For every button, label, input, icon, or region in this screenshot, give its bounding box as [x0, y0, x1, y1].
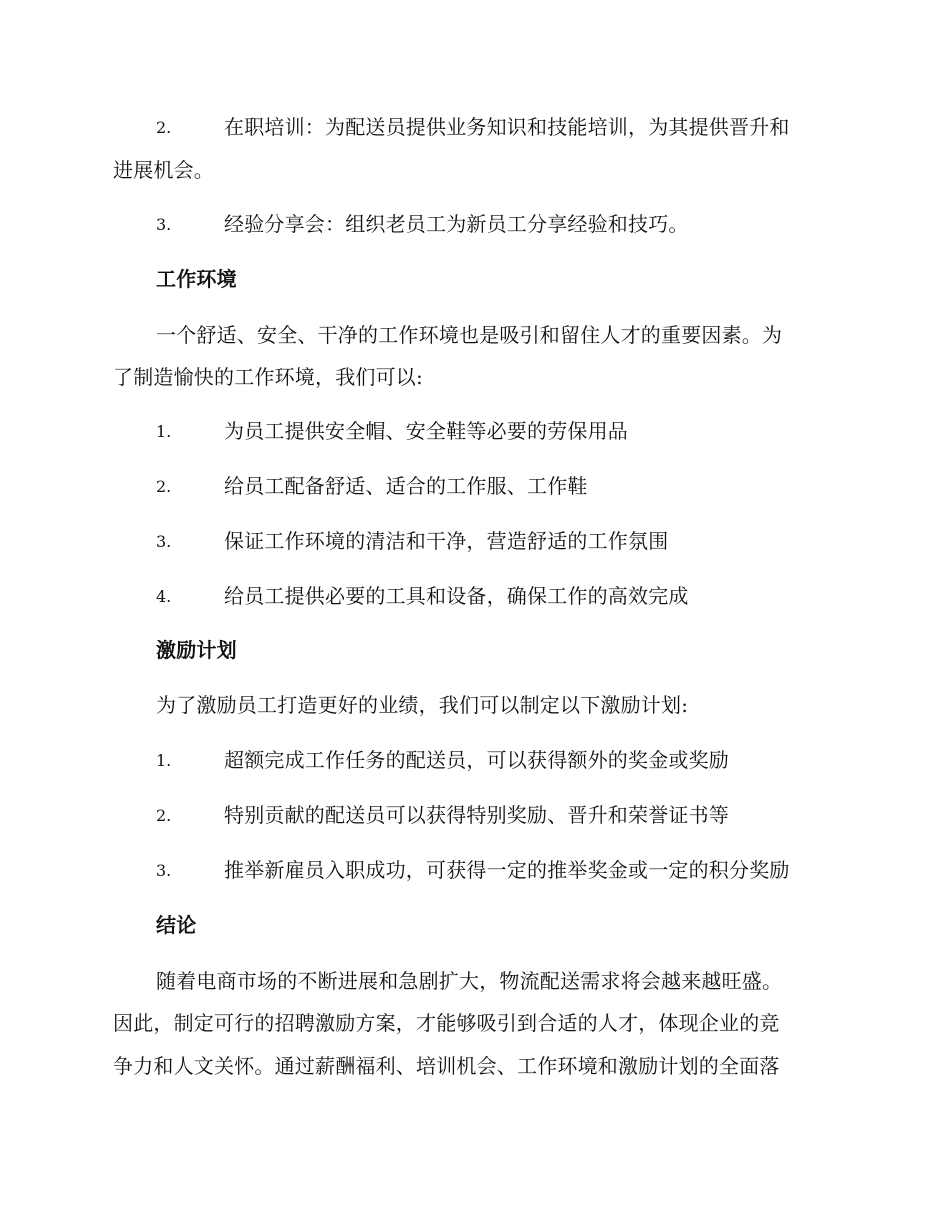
list-number: 3. [156, 215, 172, 234]
list-item-text: 给员工提供必要的工具和设备，确保工作的高效完成 [224, 584, 689, 608]
list-number: 4. [156, 587, 172, 606]
list-number: 1. [156, 422, 172, 441]
list-number: 1. [156, 751, 172, 770]
section-heading-incentive-plan: 激励计划 [156, 638, 237, 662]
list-item-text: 推举新雇员入职成功，可获得一定的推举奖金或一定的积分奖励 [224, 858, 790, 882]
paragraph-line: 为了激励员工打造更好的业绩，我们可以制定以下激励计划: [156, 693, 689, 717]
list-item-text: 保证工作环境的清洁和干净，营造舒适的工作氛围 [224, 529, 669, 553]
list-number: 2. [156, 806, 172, 825]
list-number: 2. [156, 477, 172, 496]
paragraph-line: 了制造愉快的工作环境，我们可以: [113, 365, 423, 389]
list-item-text: 经验分享会：组织老员工为新员工分享经验和技巧。 [224, 212, 689, 236]
list-item-text: 为员工提供安全帽、安全鞋等必要的劳保用品 [224, 419, 628, 443]
section-heading-work-environment: 工作环境 [156, 267, 237, 291]
list-item-text: 在职培训：为配送员提供业务知识和技能培训，为其提供晋升和 [224, 115, 790, 139]
section-heading-conclusion: 结论 [156, 913, 197, 937]
list-item-text: 给员工配备舒适、适合的工作服、工作鞋 [224, 474, 588, 498]
list-item-text-continuation: 进展机会。 [113, 158, 214, 182]
list-number: 3. [156, 861, 172, 880]
paragraph-line: 争力和人文关怀。通过薪酬福利、培训机会、工作环境和激励计划的全面落 [113, 1054, 780, 1078]
list-number: 2. [156, 118, 172, 137]
list-number: 3. [156, 532, 172, 551]
list-item-text: 超额完成工作任务的配送员，可以获得额外的奖金或奖励 [224, 748, 729, 772]
list-item-text: 特别贡献的配送员可以获得特别奖励、晋升和荣誉证书等 [224, 803, 729, 827]
paragraph-line: 一个舒适、安全、干净的工作环境也是吸引和留住人才的重要因素。为 [156, 323, 783, 347]
paragraph-line: 随着电商市场的不断进展和急剧扩大，物流配送需求将会越来越旺盛。 [156, 969, 783, 993]
paragraph-line: 因此，制定可行的招聘激励方案，才能够吸引到合适的人才，体现企业的竞 [113, 1011, 780, 1035]
